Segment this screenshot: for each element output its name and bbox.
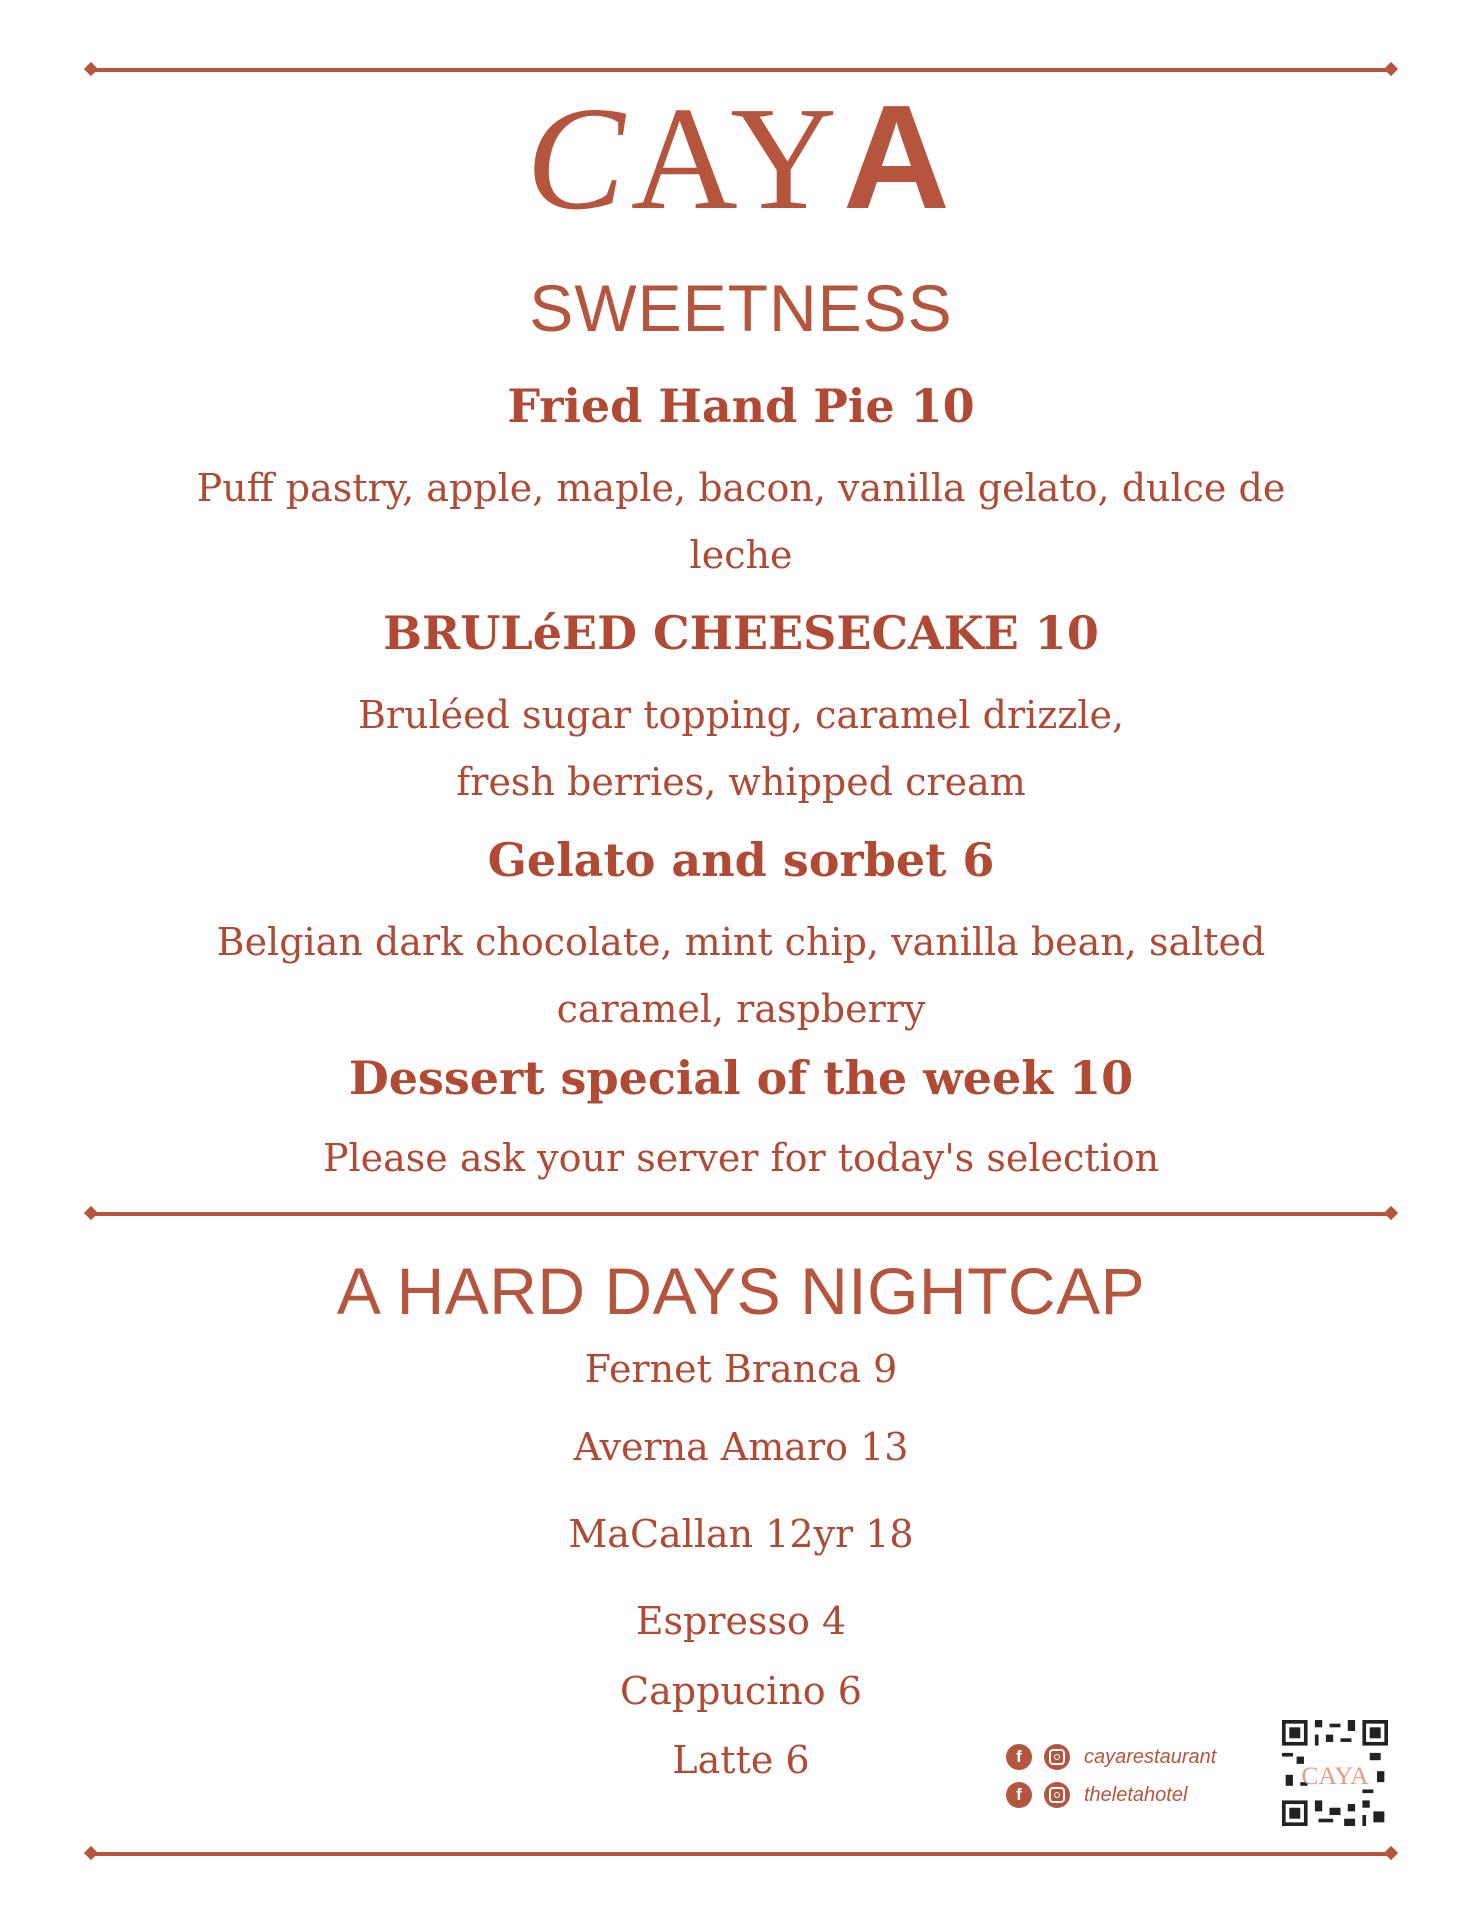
bottom-divider — [90, 1852, 1392, 1856]
top-divider — [90, 68, 1392, 72]
section-title-sweetness: SWEETNESS — [529, 271, 953, 345]
social-links — [1006, 1738, 1216, 1814]
menu-item-name: Fried Hand Pie 10 — [507, 379, 975, 433]
section-title-nightcap: A HARD DAYS NIGHTCAP — [336, 1254, 1146, 1328]
social-handle[interactable]: theletahotel — [1084, 1783, 1188, 1806]
social-row — [1006, 1776, 1216, 1814]
menu-item-desc-line: fresh berries, whipped cream — [456, 760, 1026, 804]
drink-item: Espresso 4 — [635, 1599, 847, 1643]
drink-item: Averna Amaro 13 — [573, 1425, 909, 1469]
menu-item-name: Gelato and sorbet 6 — [487, 833, 995, 887]
social-row — [1006, 1738, 1216, 1776]
social-handle[interactable]: cayarestaurant — [1084, 1745, 1217, 1768]
middle-divider — [90, 1212, 1392, 1216]
menu-item-desc-line: leche — [689, 533, 793, 577]
logo-letters-ay: AY — [630, 77, 843, 241]
menu-item-desc-line: Puff pastry, apple, maple, bacon, vanilla gelato, dulce de — [196, 466, 1286, 510]
qr-logo-text: CAYA — [1301, 1760, 1369, 1790]
menu-item-desc-line: caramel, raspberry — [556, 987, 926, 1031]
drink-item: Fernet Branca 9 — [584, 1347, 898, 1391]
instagram-icon[interactable] — [1044, 1744, 1070, 1770]
drink-item: Latte 6 — [672, 1738, 810, 1782]
menu-item-name: Dessert special of the week 10 — [348, 1051, 1134, 1105]
instagram-icon[interactable] — [1044, 1782, 1070, 1808]
menu-item-desc-line: Belgian dark chocolate, mint chip, vanilla bean, salted — [216, 920, 1266, 964]
logo-letter-a: A — [843, 75, 956, 240]
drink-item: MaCallan 12yr 18 — [568, 1512, 914, 1556]
menu-item-desc-line: Bruléed sugar topping, caramel drizzle, — [357, 693, 1125, 737]
menu-item-name: BRULéED CHEESECAKE 10 — [383, 606, 1099, 660]
drink-item: Cappucino 6 — [620, 1669, 862, 1713]
menu-item-desc-line: Please ask your server for today's selection — [322, 1136, 1160, 1180]
qr-code-icon[interactable] — [1282, 1720, 1388, 1826]
logo-letter-c: C — [526, 77, 631, 241]
caya-logo — [0, 75, 1482, 241]
facebook-icon[interactable]: f — [1006, 1782, 1032, 1808]
facebook-icon[interactable]: f — [1006, 1744, 1032, 1770]
